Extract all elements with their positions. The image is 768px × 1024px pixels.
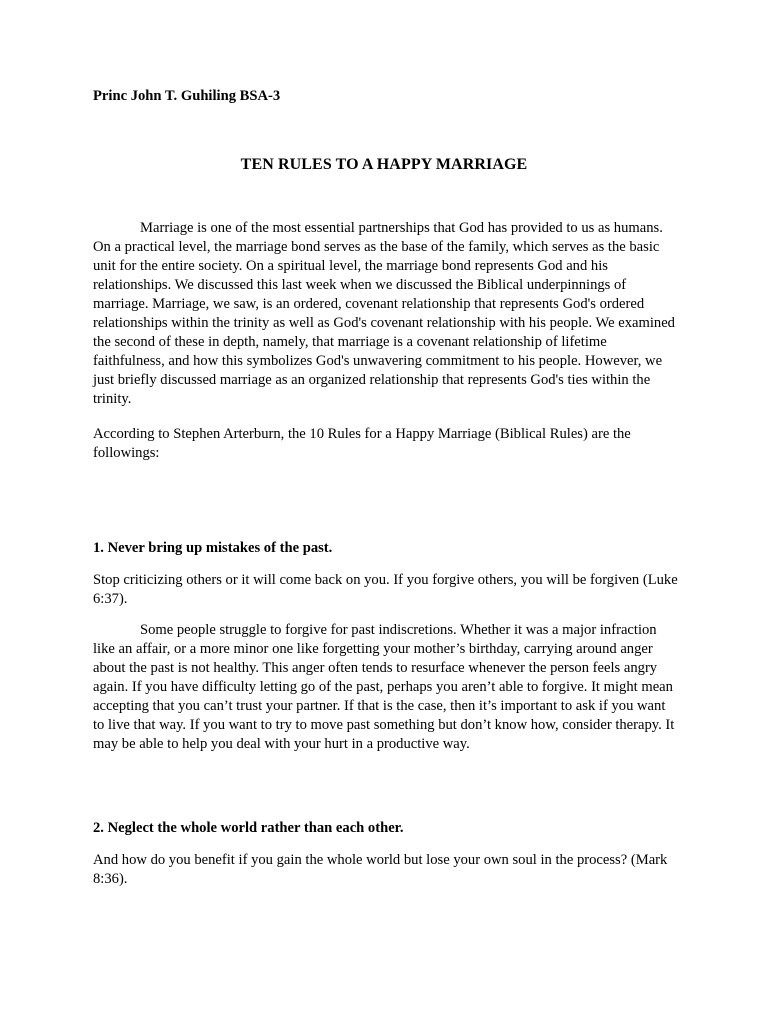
rule-1-verse: Stop criticizing others or it will come back on you. If you forgive others, you will be forgiven (Luke 6:37).: [93, 572, 678, 607]
document-title: TEN RULES TO A HAPPY MARRIAGE: [240, 156, 528, 173]
rule-1-body: Some people struggle to forgive for past indiscretions. Whether it was a major infraction like an affair, or a more minor one like forgetting your mother’s birthday, carrying around anger about the past is not healthy. This anger often tends to resurface whenever the person feels angry again. If you have difficulty letting go of the past, perhaps you aren’t able to forgive. It might mean accepting that you can’t trust your partner. If that is the case, then it’s important to ask if you want to live that way. If you want to try to move past something but don’t know how, consider therapy. It may be able to help you deal with your hurt in a productive way.: [93, 622, 675, 752]
intro-paragraph: Marriage is one of the most essential partnerships that God has provided to us as humans. On a practical level, the marriage bond serves as the base of the family, which serves as the basic unit for the entire society. On a spiritual level, the marriage bond represents God and his relationships. We discussed this last week when we discussed the Biblical underpinnings of marriage. Marriage, we saw, is an ordered, covenant relationship that represents God's ordered relationships within the trinity as well as God's covenant relationship with his people. We examined the second of these in depth, namely, that marriage is a covenant relationship of lifetime faithfulness, and how this symbolizes God's unwavering commitment to his people. However, we just briefly discussed marriage as an organized relationship that represents God's ties within the trinity.: [93, 220, 675, 407]
rule-1-heading: 1. Never bring up mistakes of the past.: [93, 540, 333, 556]
according-paragraph: According to Stephen Arterburn, the 10 Rules for a Happy Marriage (Biblical Rules) are the followings:: [93, 426, 631, 461]
rule-2-verse: And how do you benefit if you gain the whole world but lose your own soul in the process? (Mark 8:36).: [93, 852, 668, 887]
author-line: Princ John T. Guhiling BSA-3: [93, 88, 281, 104]
rule-2-heading: 2. Neglect the whole world rather than each other.: [93, 820, 404, 836]
